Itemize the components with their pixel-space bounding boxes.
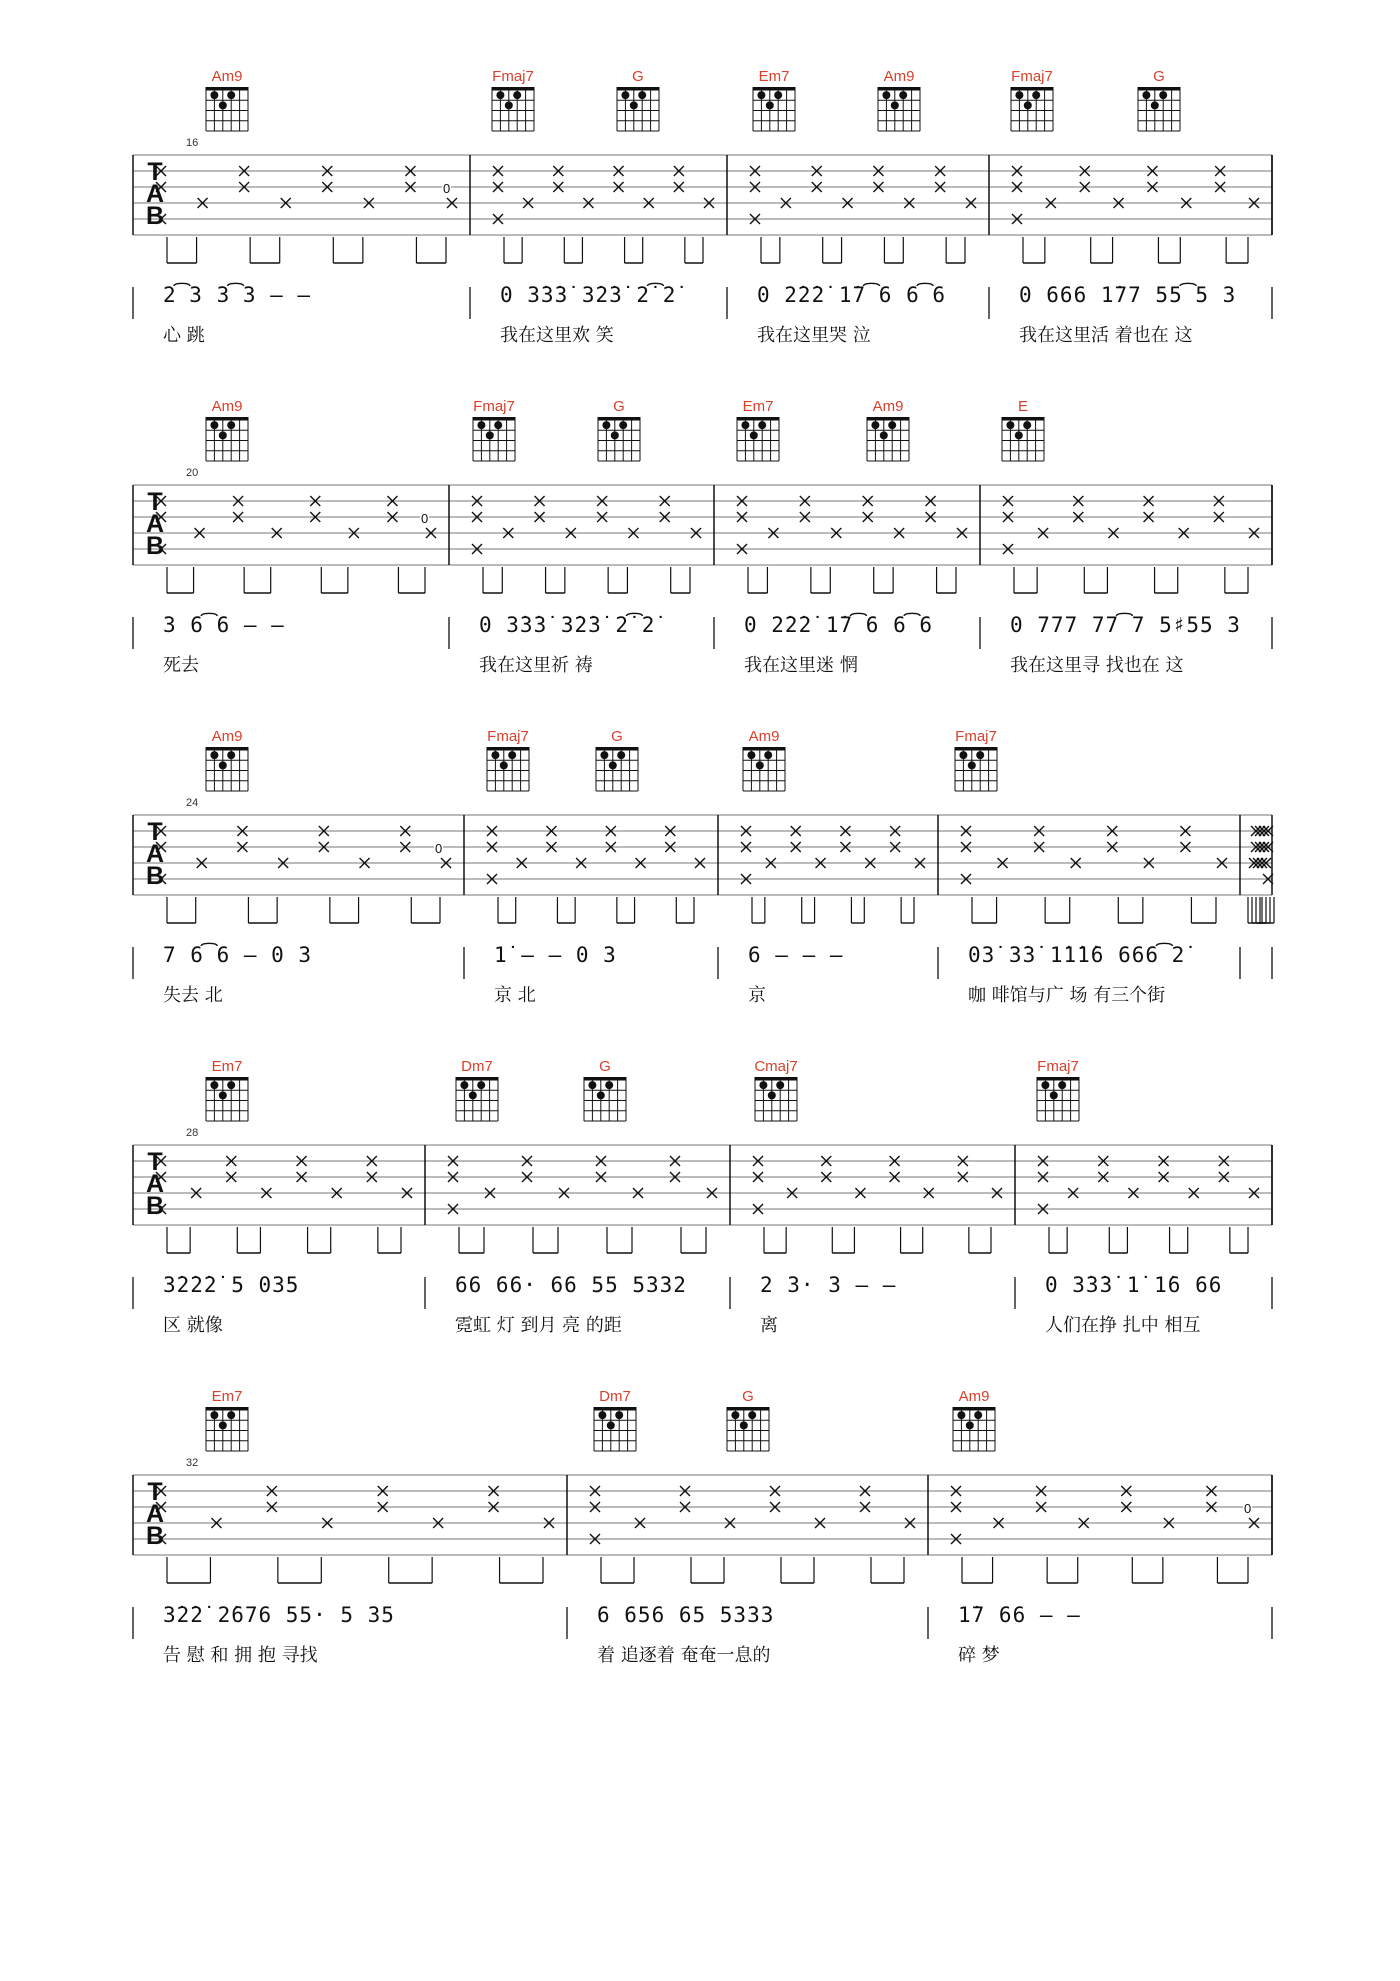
jianpu-measure: 6 – – – [748, 943, 844, 967]
lyric-line: 我在这里祈 祷 [479, 655, 593, 676]
jianpu-measure: 0 3̇3̇3̇ 1̇ 1̇6 66 [1045, 1273, 1223, 1297]
chord-diagram [456, 1077, 498, 1121]
lyric-line: 失去 北 [163, 985, 223, 1006]
chord-name: Fmaj7 [473, 398, 515, 415]
tab-clef-letter: B [145, 532, 165, 560]
chord-name: G [599, 1058, 611, 1075]
tab-clef-letter: A [145, 1170, 165, 1198]
measure-number: 20 [186, 467, 199, 479]
chord-diagram [487, 747, 529, 791]
tab-staff [133, 1145, 1272, 1225]
chord-name: Dm7 [461, 1058, 493, 1075]
chord-name: Em7 [211, 1058, 243, 1075]
lyric-line: 霓虹 灯 到月 亮 的距 [455, 1315, 622, 1336]
chord-name: Am9 [958, 1388, 990, 1405]
tab-clef-letter: B [145, 862, 165, 890]
jianpu-measure: 0 666 1̇77 55͡5 3 [1019, 283, 1237, 307]
tab-clef-letter: A [145, 840, 165, 868]
lyric-line: 着 追逐着 奄奄一息的 [597, 1645, 771, 1666]
chord-diagram [1037, 1077, 1079, 1121]
chord-diagram [206, 747, 248, 791]
chord-name: G [611, 728, 623, 745]
lyric-line: 我在这里哭 泣 [757, 325, 871, 346]
tab-notes [156, 826, 1274, 923]
tab-clef-letter: A [145, 180, 165, 208]
chord-diagram [1011, 87, 1053, 131]
jianpu-measure: 1̇ – – 0 3 [494, 943, 617, 967]
chord-diagram [596, 747, 638, 791]
chord-diagram [753, 87, 795, 131]
lyric-line: 我在这里欢 笑 [500, 325, 614, 346]
chord-diagram [1138, 87, 1180, 131]
tab-clef-letter: T [147, 158, 163, 186]
tab-staff [133, 155, 1272, 235]
lyric-line: 离 [760, 1315, 778, 1336]
fret-number: 0 [1244, 1500, 1252, 1516]
tab-clef-letter: B [145, 202, 165, 230]
measure-number: 16 [186, 137, 199, 149]
tab-notes [156, 1486, 1259, 1583]
chord-diagram [867, 417, 909, 461]
measure-number: 32 [186, 1457, 199, 1469]
chord-diagram [1002, 417, 1044, 461]
jianpu-measure: 66 66· 66 55 5332 [455, 1273, 687, 1297]
lyric-line: 告 慰 和 拥 抱 寻找 [163, 1645, 318, 1666]
jianpu-measure: 0 3̇3̇3̇ 3̇2̇3̇ 2̇͡2̇ [479, 613, 656, 637]
chord-diagram [584, 1077, 626, 1121]
tab-clef-letter: B [145, 1522, 165, 1550]
chord-diagram [206, 417, 248, 461]
tab-clef-letter: T [147, 1148, 163, 1176]
lyric-line: 人们在挣 扎中 相互 [1045, 1315, 1201, 1336]
chord-name: G [613, 398, 625, 415]
tab-notes [156, 1156, 1259, 1253]
chord-name: Am9 [748, 728, 780, 745]
chord-diagram [755, 1077, 797, 1121]
jianpu-measure: 0 2̇2̇2̇ 1̇7͡6 6͡6 [757, 283, 947, 307]
tab-staff [133, 1475, 1272, 1555]
chord-diagram [953, 1407, 995, 1451]
measure-number: 28 [186, 1127, 199, 1139]
jianpu-measure: 0 3̇3̇3̇ 3̇2̇3̇ 2̇͡2̇ [500, 283, 677, 307]
jianpu-measure: 2 3· 3 – – [760, 1273, 897, 1297]
chord-name: Am9 [211, 398, 243, 415]
chord-name: Fmaj7 [955, 728, 997, 745]
lyric-line: 京 北 [494, 985, 536, 1006]
chord-name: Am9 [883, 68, 915, 85]
chord-name: Am9 [211, 728, 243, 745]
jianpu-measure: 3̇2̇2̇2̇ 5 035 [163, 1273, 300, 1297]
lyric-line: 碎 梦 [958, 1645, 1000, 1666]
measure-number: 24 [186, 797, 199, 809]
chord-name: Em7 [758, 68, 790, 85]
chord-name: Fmaj7 [492, 68, 534, 85]
jianpu-measure: 1̇7 66 – – [958, 1603, 1081, 1627]
tab-staff [133, 815, 1272, 895]
lyric-line: 咖 啡馆与广 场 有三个街 [968, 985, 1166, 1006]
tab-staff [133, 485, 1272, 565]
jianpu-measure: 7 6͡6 – 0 3 [163, 943, 313, 967]
chord-name: Am9 [211, 68, 243, 85]
chord-diagram [206, 1407, 248, 1451]
lyric-line: 心 跳 [163, 325, 205, 346]
chord-diagram [492, 87, 534, 131]
chord-diagram [617, 87, 659, 131]
chord-name: Fmaj7 [1037, 1058, 1079, 1075]
chord-name: Em7 [742, 398, 774, 415]
chord-name: G [1153, 68, 1165, 85]
chord-name: Dm7 [599, 1388, 631, 1405]
jianpu-measure: 3̇2̇2̇ 2̇676 55· 5 35 [163, 1603, 395, 1627]
fret-number: 0 [421, 510, 429, 526]
chord-name: Em7 [211, 1388, 243, 1405]
chord-name: Cmaj7 [754, 1058, 798, 1075]
chord-diagram [473, 417, 515, 461]
jianpu-measure: 0 2̇2̇2̇ 1̇7͡6 6͡6 [744, 613, 934, 637]
chord-diagram [743, 747, 785, 791]
fret-number: 0 [443, 180, 451, 196]
jianpu-measure: 6 656 65 5333 [597, 1603, 775, 1627]
fret-number: 0 [435, 840, 443, 856]
chord-diagram [206, 87, 248, 131]
tab-clef-letter: T [147, 1478, 163, 1506]
tab-clef-letter: T [147, 818, 163, 846]
jianpu-measure: 0 777 77͡7 5♯55 3 [1010, 613, 1241, 637]
chord-name: G [632, 68, 644, 85]
chord-diagram [598, 417, 640, 461]
chord-name: G [742, 1388, 754, 1405]
chord-name: Fmaj7 [1011, 68, 1053, 85]
chord-diagram [737, 417, 779, 461]
tab-clef-letter: T [147, 488, 163, 516]
tab-notes [156, 166, 1259, 263]
lyric-line: 死去 [163, 655, 199, 676]
tab-clef-letter: A [145, 1500, 165, 1528]
chord-diagram [594, 1407, 636, 1451]
tab-clef-letter: A [145, 510, 165, 538]
lyric-line: 我在这里活 着也在 这 [1019, 325, 1193, 346]
chord-diagram [727, 1407, 769, 1451]
chord-diagram [955, 747, 997, 791]
jianpu-measure: 2͡3 3͡3 – – [163, 283, 312, 307]
chord-diagram [206, 1077, 248, 1121]
lyric-line: 京 [748, 985, 766, 1006]
chord-name: Am9 [872, 398, 904, 415]
lyric-line: 我在这里迷 惘 [744, 655, 858, 676]
tab-notes [156, 496, 1259, 593]
chord-name: Fmaj7 [487, 728, 529, 745]
jianpu-measure: 3 6͡6 – – [163, 613, 285, 637]
tab-clef-letter: B [145, 1192, 165, 1220]
chord-name: E [1017, 398, 1028, 415]
chord-diagram [878, 87, 920, 131]
lyric-line: 区 就像 [163, 1315, 223, 1336]
lyric-line: 我在这里寻 找也在 这 [1010, 655, 1184, 676]
jianpu-measure: 03̇ 3̇3̇ 1̇1̇1̇6 666͡2̇ [968, 943, 1186, 967]
